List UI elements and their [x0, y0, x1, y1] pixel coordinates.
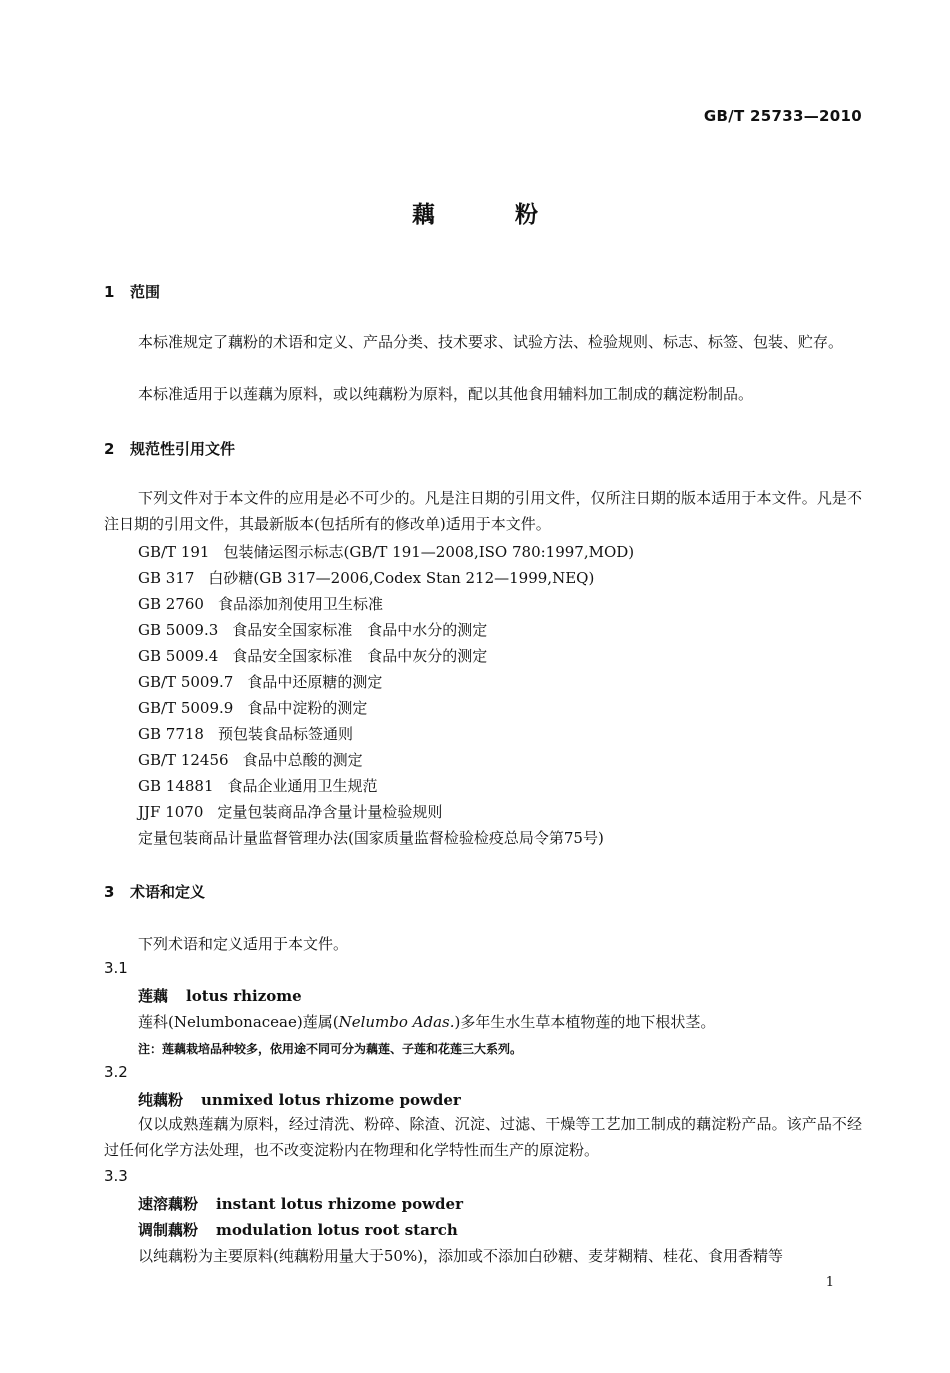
- reference-code: GB 5009.3: [138, 621, 219, 639]
- scope-paragraph-2: 本标准适用于以莲藕为原料，或以纯藕粉为原料，配以其他食用辅料加工制成的藕淀粉制品。: [138, 385, 754, 403]
- title-part-2: 粉: [515, 202, 538, 228]
- term-heading: [138, 985, 302, 1006]
- reference-item: [138, 619, 487, 640]
- reference-title: 食品中还原糖的测定: [247, 673, 383, 691]
- definition-text: 莲科(Nelumbonaceae)莲属(: [138, 1013, 339, 1031]
- term-heading: [138, 1089, 461, 1110]
- term-definition: 仅以成熟莲藕为原料，经过清洗、粉碎、除渣、沉淀、过滤、干燥等工艺加工制成的藕淀粉产品。该产品不经过任何化学方法处理，也不改变淀粉内在物理和化学特性而生产的原淀粉。: [104, 1115, 862, 1159]
- reference-title: 包装储运图示标志(GB/T 191—2008,ISO 780:1997,MOD): [223, 543, 635, 561]
- term-english: modulation lotus root starch: [216, 1221, 458, 1239]
- reference-title: 白砂糖(GB 317—2006,Codex Stan 212—1999,NEQ): [208, 569, 595, 587]
- reference-code: GB/T 5009.9: [138, 699, 234, 717]
- section-1-heading: [104, 281, 160, 302]
- reference-title: 食品中总酸的测定: [242, 751, 363, 769]
- reference-code: JJF 1070: [138, 803, 204, 821]
- reference-code: GB 5009.4: [138, 647, 219, 665]
- reference-item: [138, 775, 378, 796]
- definition-text: )多年生水生草本植物莲的地下根状茎。: [454, 1013, 716, 1031]
- reference-title: 食品企业通用卫生规范: [227, 777, 378, 795]
- section-3-heading: [104, 881, 205, 902]
- term-heading-alt: [138, 1219, 458, 1240]
- reference-item: [138, 567, 594, 588]
- document-title: [0, 196, 950, 229]
- definition-italic-name: Nelumbo Adas.: [338, 1013, 455, 1031]
- reference-item-regulation: 定量包装商品计量监督管理办法(国家质量监督检验检疫总局令第75号): [138, 829, 604, 847]
- terms-intro: 下列术语和定义适用于本文件。: [138, 935, 349, 953]
- term-note: 注：莲藕栽培品种较多，依用途不同可分为藕莲、子莲和花莲三大系列。: [138, 1042, 523, 1056]
- scope-paragraph-1: 本标准规定了藕粉的术语和定义、产品分类、技术要求、试验方法、检验规则、标志、标签、包装、贮存。: [138, 333, 844, 351]
- section-number: 2: [104, 440, 115, 458]
- reference-item: [138, 645, 487, 666]
- reference-code: GB/T 191: [138, 543, 210, 561]
- term-number: 3.1: [104, 959, 128, 977]
- title-part-1: 藕: [412, 202, 435, 228]
- section-2-heading: [104, 438, 235, 459]
- term-chinese: 速溶藕粉: [138, 1195, 199, 1213]
- reference-item: [138, 541, 634, 562]
- reference-title: 食品添加剂使用卫生标准: [217, 595, 383, 613]
- reference-title: 食品安全国家标准 食品中水分的测定: [232, 621, 488, 639]
- reference-item: [138, 723, 353, 744]
- reference-code: GB 7718: [138, 725, 204, 743]
- reference-code: GB 317: [138, 569, 195, 587]
- reference-code: GB/T 5009.7: [138, 673, 234, 691]
- section-title: 术语和定义: [130, 883, 206, 901]
- term-chinese: 莲藕: [138, 987, 169, 1005]
- reference-item: [138, 593, 383, 614]
- section-number: 1: [104, 283, 115, 301]
- section-number: 3: [104, 883, 115, 901]
- reference-item: [138, 801, 442, 822]
- reference-item: [138, 697, 367, 718]
- section-title: 范围: [130, 283, 161, 301]
- page-number: 1: [825, 1275, 834, 1290]
- reference-title: 食品安全国家标准 食品中灰分的测定: [232, 647, 488, 665]
- term-definition: [138, 1011, 715, 1032]
- term-heading: [138, 1193, 463, 1214]
- section-title: 规范性引用文件: [130, 440, 236, 458]
- term-definition: 以纯藕粉为主要原料(纯藕粉用量大于50%)，添加或不添加白砂糖、麦芽糊精、桂花、食用香精等: [138, 1247, 784, 1265]
- standard-code: GB/T 25733—2010: [703, 107, 862, 125]
- reference-code: GB/T 12456: [138, 751, 229, 769]
- reference-title: 预包装食品标签通则: [217, 725, 353, 743]
- reference-title: 定量包装商品净含量计量检验规则: [217, 803, 443, 821]
- term-chinese: 纯藕粉: [138, 1091, 184, 1109]
- term-chinese: 调制藕粉: [138, 1221, 199, 1239]
- reference-code: GB 14881: [138, 777, 214, 795]
- reference-code: GB 2760: [138, 595, 204, 613]
- reference-item: [138, 749, 363, 770]
- references-intro: 下列文件对于本文件的应用是必不可少的。凡是注日期的引用文件，仅所注日期的版本适用于本文件。凡是不注日期的引用文件，其最新版本(包括所有的修改单)适用于本文件。: [104, 489, 862, 533]
- term-number: 3.3: [104, 1167, 128, 1185]
- reference-item: [138, 671, 382, 692]
- term-english: unmixed lotus rhizome powder: [201, 1091, 461, 1109]
- term-number: 3.2: [104, 1063, 128, 1081]
- term-english: instant lotus rhizome powder: [216, 1195, 463, 1213]
- term-english: lotus rhizome: [186, 987, 302, 1005]
- reference-title: 食品中淀粉的测定: [247, 699, 368, 717]
